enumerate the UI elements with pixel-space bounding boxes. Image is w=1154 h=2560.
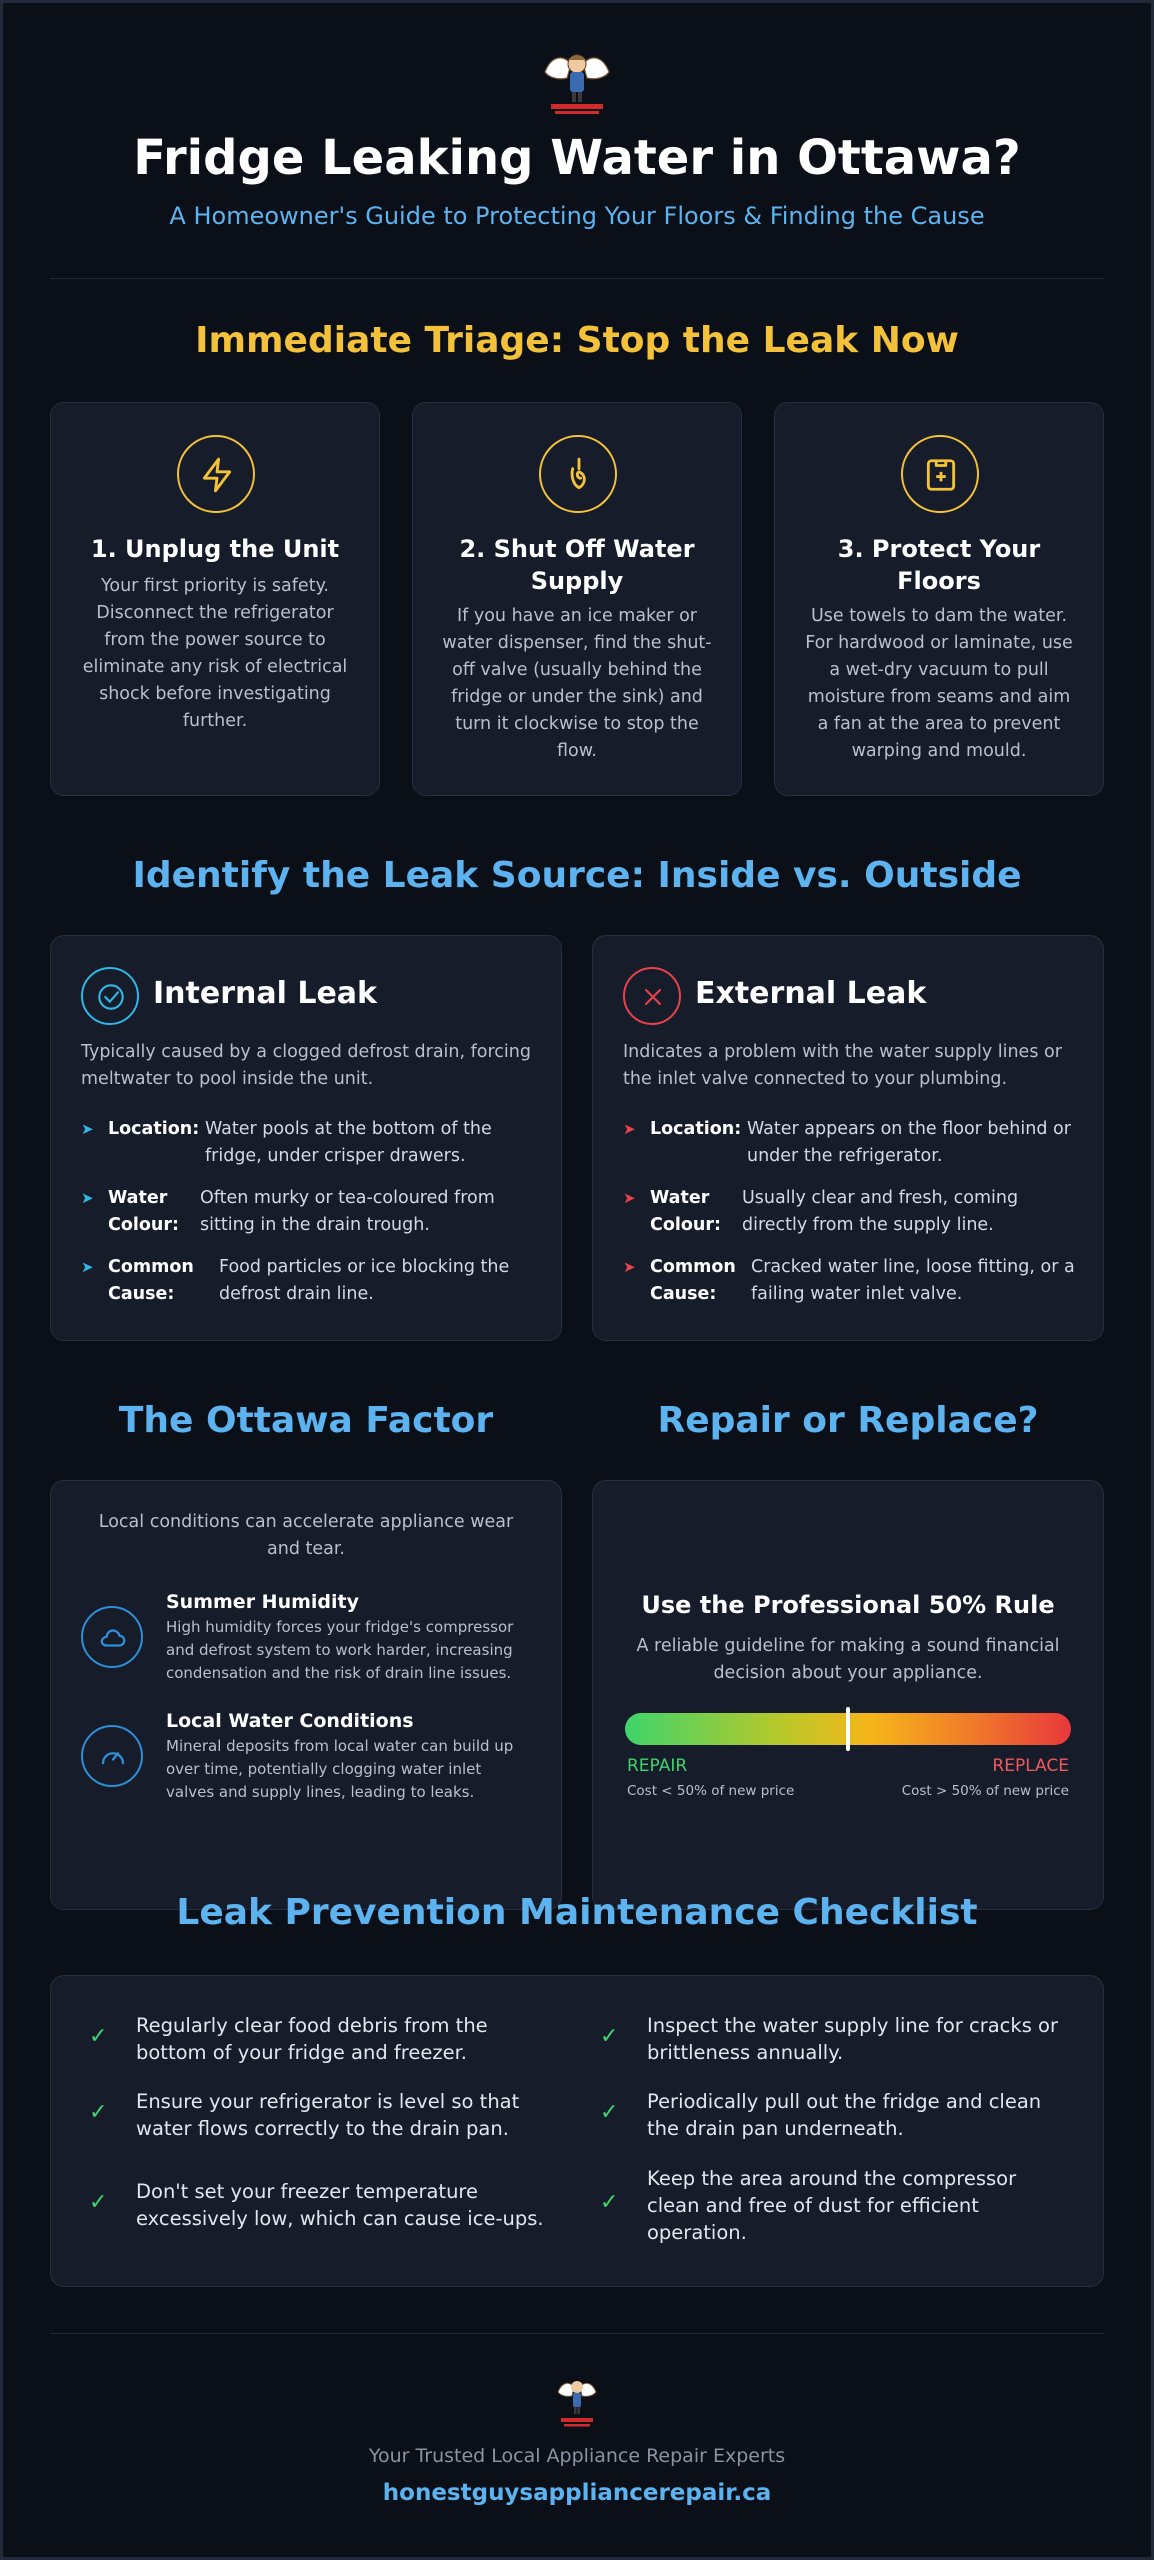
- repair-sublabel: Cost < 50% of new price: [627, 1783, 795, 1799]
- valve-icon: [539, 435, 617, 513]
- row-value: Usually clear and fresh, coming directly from the supply line.: [742, 1188, 1019, 1235]
- repair-card: [592, 1480, 1104, 1910]
- checklist-item: Keep the area around the compressor clean and free of dust for efficient operation.: [647, 2167, 1017, 2244]
- external-leak-desc: Indicates a problem with the water supply lines or the inlet valve connected to your plumbing.: [623, 1042, 1062, 1089]
- internal-leak-desc: Typically caused by a clogged defrost drain, forcing meltwater to pool inside the unit.: [81, 1042, 531, 1089]
- check-icon: ✓: [89, 2190, 108, 2215]
- row-key: Location:: [108, 1119, 200, 1139]
- internal-leak-card: [50, 935, 562, 1341]
- row-key: Common Cause:: [650, 1257, 736, 1304]
- triage-card-unplug: [50, 402, 380, 796]
- arrow-icon: ➤: [623, 1258, 636, 1276]
- checklist-heading: Leak Prevention Maintenance Checklist: [176, 1892, 978, 1933]
- lightning-icon: [177, 435, 255, 513]
- check-icon: ✓: [89, 2024, 108, 2049]
- divider: [50, 2333, 1104, 2334]
- page-subtitle: A Homeowner's Guide to Protecting Your Floors & Finding the Cause: [169, 202, 985, 230]
- internal-colour-row: [81, 1185, 541, 1239]
- repair-rule-text: A reliable guideline for making a sound financial decision about your appliance.: [636, 1636, 1060, 1683]
- arrow-icon: ➤: [623, 1120, 636, 1138]
- gauge-icon: [81, 1725, 143, 1787]
- company-logo: [555, 2374, 599, 2430]
- footer-tagline: Your Trusted Local Appliance Repair Experts: [368, 2445, 786, 2467]
- checklist-card: [50, 1975, 1104, 2287]
- external-leak-title: External Leak: [695, 976, 927, 1011]
- row-value: Cracked water line, loose fitting, or a failing water inlet valve.: [751, 1257, 1075, 1304]
- company-logo: [537, 44, 617, 118]
- repair-rule-title: Use the Professional 50% Rule: [641, 1591, 1055, 1619]
- cloud-icon: [81, 1606, 143, 1668]
- factor-text: Mineral deposits from local water can build up over time, potentially clogging water inlet valves and supply lines, leading to leaks.: [166, 1737, 514, 1801]
- triage-heading: Immediate Triage: Stop the Leak Now: [195, 320, 959, 361]
- external-leak-card: [592, 935, 1104, 1341]
- row-value: Food particles or ice blocking the defrost drain line.: [219, 1257, 510, 1304]
- ottawa-heading: The Ottawa Factor: [118, 1400, 494, 1441]
- repair-heading: Repair or Replace?: [657, 1400, 1039, 1441]
- arrow-icon: ➤: [623, 1189, 636, 1207]
- triage-card-floors: [774, 402, 1104, 796]
- replace-label: REPLACE: [992, 1756, 1069, 1776]
- internal-leak-title: Internal Leak: [153, 976, 377, 1011]
- factor-title: Summer Humidity: [166, 1591, 359, 1613]
- row-key: Common Cause:: [108, 1257, 194, 1304]
- x-circle-icon: [623, 967, 681, 1025]
- triage-step-text: Use towels to dam the water. For hardwood or laminate, use a wet-dry vacuum to pull moisture from seams and aim a fan at the area to prevent warping and mould.: [805, 606, 1073, 761]
- ottawa-card: [50, 1480, 562, 1910]
- check-icon: ✓: [600, 2100, 619, 2125]
- triage-step-title: 3. Protect Your Floors: [837, 535, 1041, 595]
- threshold-marker: [846, 1707, 850, 1751]
- ottawa-intro: Local conditions can accelerate appliance wear and tear.: [98, 1512, 514, 1559]
- row-value: Water appears on the floor behind or under the refrigerator.: [747, 1119, 1071, 1166]
- source-heading: Identify the Leak Source: Inside vs. Outside: [132, 855, 1022, 896]
- check-icon: ✓: [600, 2024, 619, 2049]
- checklist-item: Regularly clear food debris from the bottom of your fridge and freezer.: [136, 2014, 488, 2064]
- check-icon: ✓: [89, 2100, 108, 2125]
- internal-cause-row: [81, 1254, 541, 1308]
- checklist-item: Periodically pull out the fridge and clean the drain pan underneath.: [647, 2090, 1042, 2140]
- checklist-item: Don't set your freezer temperature excessively low, which can cause ice-ups.: [136, 2180, 544, 2230]
- factor-text: High humidity forces your fridge's compressor and defrost system to work harder, increasing condensation and the risk of drain line issues.: [166, 1618, 514, 1682]
- divider: [50, 278, 1104, 279]
- repair-label: REPAIR: [627, 1756, 688, 1776]
- row-key: Water Colour:: [650, 1188, 721, 1235]
- triage-step-text: Your first priority is safety. Disconnect the refrigerator from the power source to eliminate any risk of electrical shock before investigating further.: [82, 576, 348, 731]
- external-location-row: [623, 1116, 1083, 1170]
- external-cause-row: [623, 1254, 1083, 1308]
- page-title: Fridge Leaking Water in Ottawa?: [133, 130, 1021, 186]
- replace-sublabel: Cost > 50% of new price: [901, 1783, 1069, 1799]
- checklist-item: Ensure your refrigerator is level so that water flows correctly to the drain pan.: [136, 2090, 520, 2140]
- row-value: Water pools at the bottom of the fridge, under crisper drawers.: [205, 1119, 492, 1166]
- check-icon: ✓: [600, 2190, 619, 2215]
- check-circle-icon: [81, 967, 139, 1025]
- arrow-icon: ➤: [81, 1120, 94, 1138]
- external-colour-row: [623, 1185, 1083, 1239]
- arrow-icon: ➤: [81, 1258, 94, 1276]
- triage-card-water: [412, 402, 742, 796]
- footer-website-link[interactable]: honestguysappliancerepair.ca: [382, 2480, 772, 2506]
- internal-location-row: [81, 1116, 541, 1170]
- checklist-item: Inspect the water supply line for cracks or brittleness annually.: [647, 2014, 1059, 2064]
- factor-title: Local Water Conditions: [166, 1710, 414, 1732]
- row-value: Often murky or tea-coloured from sitting in the drain trough.: [200, 1188, 495, 1235]
- arrow-icon: ➤: [81, 1189, 94, 1207]
- triage-step-title: 1. Unplug the Unit: [90, 535, 340, 563]
- floor-icon: [901, 435, 979, 513]
- row-key: Water Colour:: [108, 1188, 179, 1235]
- triage-step-title: 2. Shut Off Water Supply: [459, 535, 695, 595]
- triage-step-text: If you have an ice maker or water dispenser, find the shut-off valve (usually behind the fridge or under the sink) and turn it clockwise to stop the flow.: [442, 606, 712, 761]
- row-key: Location:: [650, 1119, 742, 1139]
